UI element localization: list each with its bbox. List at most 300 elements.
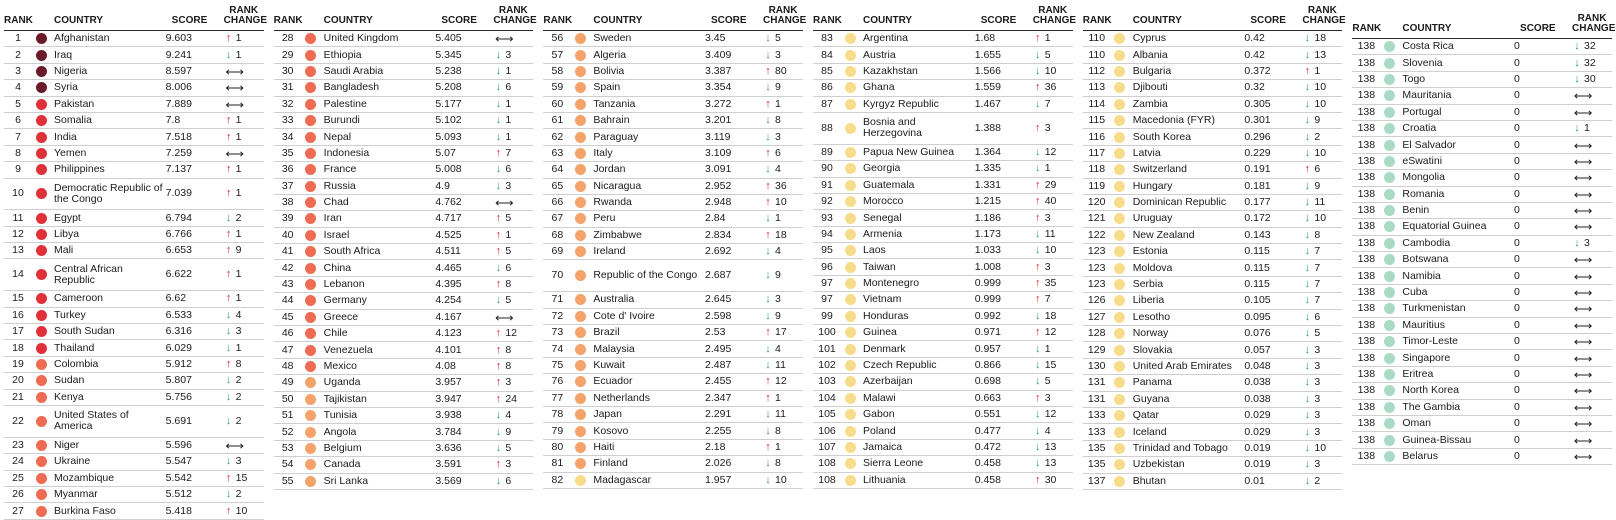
score-cell: 2.834 bbox=[705, 228, 732, 241]
rank-cell: 73 bbox=[551, 326, 564, 339]
level-dot-icon bbox=[36, 473, 47, 484]
table-row bbox=[813, 473, 1073, 489]
arrow-down-icon: ↓ bbox=[495, 64, 502, 77]
level-dot-icon bbox=[1114, 345, 1125, 356]
rank-change-cell bbox=[487, 410, 533, 421]
rank-cell: 5 bbox=[15, 97, 21, 110]
rank-change-value: 3 bbox=[1314, 360, 1321, 372]
rank-cell: 133 bbox=[1087, 409, 1106, 422]
rank-change-value: 36 bbox=[775, 179, 787, 192]
rank-change-value: 1 bbox=[235, 227, 242, 240]
level-dot-icon bbox=[1114, 50, 1125, 61]
table-header bbox=[1082, 5, 1346, 31]
score-cell: 5.418 bbox=[165, 504, 192, 517]
rank-cell: 68 bbox=[551, 228, 564, 241]
country-cell: Bhutan bbox=[1132, 475, 1166, 487]
table-row bbox=[1083, 146, 1343, 162]
table-row bbox=[1352, 137, 1612, 153]
arrow-down-icon: ↓ bbox=[495, 261, 502, 274]
country-cell: Ireland bbox=[593, 246, 626, 258]
rank-change-value: 8 bbox=[775, 424, 781, 437]
rank-cell: 10 bbox=[12, 187, 24, 200]
rank-change-cell bbox=[218, 188, 264, 199]
score-cell: 0 bbox=[1514, 449, 1520, 462]
score-cell: 0.115 bbox=[1244, 278, 1270, 291]
rank-change-cell bbox=[218, 213, 264, 224]
table-row bbox=[1083, 441, 1343, 457]
level-dot-icon bbox=[575, 164, 586, 175]
level-dot-icon bbox=[36, 148, 47, 159]
rank-cell: 37 bbox=[281, 179, 294, 192]
arrow-down-icon: ↓ bbox=[1304, 409, 1311, 422]
rank-change-value: 1 bbox=[235, 292, 242, 305]
score-cell: 3.957 bbox=[435, 376, 462, 389]
arrow-up-icon: ↑ bbox=[225, 292, 232, 305]
rank-cell: 85 bbox=[821, 64, 833, 77]
rank-cell: 40 bbox=[281, 228, 294, 241]
rank-cell: 58 bbox=[551, 64, 564, 77]
rank-cell: 103 bbox=[818, 375, 836, 388]
country-cell: New Zealand bbox=[1132, 229, 1195, 241]
rank-change-value: 13 bbox=[1044, 440, 1057, 453]
rank-change-cell bbox=[1027, 311, 1073, 322]
country-header: COUNTRY bbox=[54, 15, 104, 26]
rank-cell: 117 bbox=[1088, 146, 1106, 159]
level-dot-icon bbox=[1114, 148, 1125, 159]
arrow-up-icon: ↑ bbox=[765, 440, 771, 453]
table-row bbox=[1083, 293, 1343, 309]
level-dot-icon bbox=[36, 245, 47, 256]
level-dot-icon bbox=[305, 427, 316, 438]
arrow-up-icon: ↑ bbox=[1034, 260, 1041, 273]
rank-change-value: 3 bbox=[505, 458, 512, 471]
score-cell: 3.45 bbox=[705, 32, 726, 45]
table-row bbox=[813, 407, 1073, 423]
rank-cell: 49 bbox=[281, 376, 294, 389]
table-row bbox=[274, 260, 534, 276]
score-cell: 0.229 bbox=[1244, 146, 1271, 159]
rank-change-cell bbox=[1296, 99, 1342, 110]
level-dot-icon bbox=[36, 489, 47, 500]
rank-change-value: 12 bbox=[775, 375, 787, 388]
double-arrow-icon: ⟷ bbox=[1573, 88, 1593, 104]
rank-change-value: 6 bbox=[505, 163, 512, 176]
table-row bbox=[813, 210, 1073, 226]
rank-change-cell bbox=[757, 213, 803, 224]
country-cell: Jordan bbox=[593, 164, 626, 176]
score-cell: 3.272 bbox=[705, 97, 732, 110]
country-cell: Lithuania bbox=[863, 474, 906, 486]
table-row bbox=[1083, 474, 1343, 490]
level-dot-icon bbox=[1384, 107, 1395, 118]
level-dot-icon bbox=[575, 115, 586, 126]
rank-change-header: RANK CHANGE bbox=[763, 5, 807, 26]
table-row bbox=[813, 145, 1073, 161]
level-dot-icon bbox=[845, 99, 856, 110]
arrow-up-icon: ↑ bbox=[765, 97, 771, 110]
arrow-down-icon: ↓ bbox=[495, 81, 502, 94]
rank-change-cell bbox=[1027, 344, 1073, 355]
rank-change-cell bbox=[1296, 164, 1342, 175]
score-cell: 2.598 bbox=[705, 309, 732, 322]
table-row bbox=[4, 31, 264, 47]
level-dot-icon bbox=[36, 310, 47, 321]
level-dot-icon bbox=[305, 99, 316, 110]
level-dot-icon bbox=[1384, 320, 1395, 331]
country-cell: Saudi Arabia bbox=[323, 65, 384, 77]
rank-change-cell bbox=[757, 442, 803, 453]
country-cell: Sri Lanka bbox=[323, 475, 369, 487]
arrow-down-icon: ↓ bbox=[765, 424, 771, 437]
level-dot-icon bbox=[845, 278, 856, 289]
level-dot-icon bbox=[575, 50, 586, 61]
score-cell: 4.123 bbox=[435, 327, 462, 340]
arrow-up-icon: ↑ bbox=[765, 64, 771, 77]
rank-change-cell bbox=[1296, 312, 1342, 323]
table-row bbox=[274, 228, 534, 244]
rank-change-cell bbox=[218, 80, 264, 96]
rank-cell: 61 bbox=[551, 114, 564, 127]
rank-change-cell bbox=[1027, 245, 1073, 256]
rank-change-cell bbox=[487, 213, 533, 224]
country-cell: India bbox=[54, 131, 77, 143]
country-cell: Uganda bbox=[323, 377, 361, 389]
table-row bbox=[1083, 310, 1343, 326]
country-cell: Guinea-Bissau bbox=[1402, 434, 1472, 446]
arrow-up-icon: ↑ bbox=[1034, 81, 1041, 94]
country-cell: Nicaragua bbox=[593, 180, 642, 192]
table-row bbox=[274, 408, 534, 424]
table-row bbox=[543, 292, 803, 308]
rank-cell: 138 bbox=[1357, 384, 1376, 397]
score-cell: 0 bbox=[1514, 122, 1520, 135]
rank-cell: 69 bbox=[551, 245, 564, 258]
rank-change-value: 3 bbox=[1584, 236, 1590, 249]
rank-change-value: 32 bbox=[1584, 40, 1596, 53]
level-dot-icon bbox=[1384, 140, 1395, 151]
arrow-up-icon: ↑ bbox=[495, 245, 502, 258]
arrow-up-icon: ↑ bbox=[765, 179, 771, 192]
rank-change-value: 10 bbox=[1314, 146, 1327, 159]
rank-change-value: 30 bbox=[1044, 473, 1057, 486]
table-column-3 bbox=[543, 5, 807, 486]
rank-cell: 52 bbox=[281, 425, 294, 438]
rank-change-value: 11 bbox=[1044, 227, 1056, 240]
country-cell: China bbox=[323, 262, 352, 274]
arrow-down-icon: ↓ bbox=[1034, 145, 1041, 158]
arrow-up-icon: ↑ bbox=[765, 391, 771, 404]
country-cell: Uruguay bbox=[1132, 213, 1173, 225]
country-cell: Bolivia bbox=[593, 65, 625, 77]
rank-change-value: 4 bbox=[775, 163, 781, 176]
arrow-down-icon: ↓ bbox=[225, 414, 232, 427]
rank-change-cell bbox=[757, 197, 803, 208]
table-row bbox=[274, 474, 534, 490]
level-dot-icon bbox=[36, 440, 47, 451]
arrow-down-icon: ↓ bbox=[1304, 32, 1311, 45]
rank-cell: 83 bbox=[821, 32, 833, 45]
country-cell: Spain bbox=[593, 82, 621, 94]
arrow-up-icon: ↑ bbox=[225, 471, 232, 484]
rank-change-value: 3 bbox=[1044, 391, 1051, 404]
score-cell: 0.057 bbox=[1244, 343, 1271, 356]
level-dot-icon bbox=[845, 409, 856, 420]
rank-change-cell bbox=[487, 459, 533, 470]
country-cell: Kuwait bbox=[593, 360, 625, 372]
rank-cell: 138 bbox=[1357, 433, 1376, 446]
level-dot-icon bbox=[845, 360, 856, 371]
rank-cell: 138 bbox=[1357, 449, 1376, 462]
arrow-down-icon: ↓ bbox=[225, 308, 232, 321]
table-row bbox=[1352, 203, 1612, 219]
country-cell: Paraguay bbox=[593, 131, 639, 143]
rank-cell: 35 bbox=[281, 146, 294, 159]
arrow-down-icon: ↓ bbox=[1304, 97, 1311, 110]
country-cell: Lebanon bbox=[323, 279, 365, 291]
table-row bbox=[813, 341, 1073, 357]
rank-cell: 12 bbox=[12, 227, 24, 240]
score-cell: 0 bbox=[1514, 138, 1520, 151]
country-cell: Slovakia bbox=[1132, 344, 1173, 356]
level-dot-icon bbox=[845, 458, 856, 469]
rank-change-cell bbox=[487, 82, 533, 93]
arrow-down-icon: ↓ bbox=[225, 341, 232, 354]
rank-change-value: 3 bbox=[1314, 392, 1321, 405]
table-row bbox=[543, 80, 803, 96]
score-cell: 2.347 bbox=[705, 391, 732, 404]
double-arrow-icon: ⟷ bbox=[1573, 432, 1593, 448]
rank-cell: 130 bbox=[1087, 360, 1106, 372]
score-cell: 6.622 bbox=[165, 268, 192, 281]
level-dot-icon bbox=[305, 164, 316, 175]
arrow-up-icon: ↑ bbox=[495, 360, 502, 372]
country-cell: Poland bbox=[863, 425, 896, 437]
arrow-down-icon: ↓ bbox=[1034, 244, 1041, 257]
rank-change-cell bbox=[1296, 427, 1342, 438]
level-dot-icon bbox=[575, 99, 586, 110]
country-header: COUNTRY bbox=[593, 15, 643, 26]
rank-change-cell bbox=[218, 96, 264, 112]
rank-change-value: 4 bbox=[775, 245, 781, 258]
rank-cell: 112 bbox=[1088, 64, 1106, 77]
rank-change-cell bbox=[1566, 383, 1612, 399]
level-dot-icon bbox=[575, 66, 586, 77]
rank-cell: 119 bbox=[1088, 179, 1106, 192]
rank-change-value: 1 bbox=[505, 64, 512, 77]
arrow-down-icon: ↓ bbox=[495, 425, 502, 438]
table-row bbox=[4, 64, 264, 80]
country-cell: Vietnam bbox=[863, 294, 902, 306]
rank-change-value: 4 bbox=[775, 342, 781, 355]
rank-change-cell bbox=[487, 443, 533, 454]
double-arrow-icon: ⟷ bbox=[225, 438, 244, 453]
arrow-up-icon: ↑ bbox=[765, 375, 771, 388]
arrow-down-icon: ↓ bbox=[1034, 64, 1041, 77]
arrow-down-icon: ↓ bbox=[1034, 162, 1041, 175]
rank-change-value: 6 bbox=[1314, 310, 1321, 323]
rank-cell: 64 bbox=[551, 163, 564, 176]
arrow-down-icon: ↓ bbox=[1304, 310, 1311, 323]
rank-change-value: 4 bbox=[235, 308, 242, 321]
table-row bbox=[4, 97, 264, 113]
table-row bbox=[274, 441, 534, 457]
score-cell: 4.101 bbox=[435, 343, 462, 356]
rank-change-cell bbox=[1566, 317, 1612, 333]
rank-change-value: 10 bbox=[1044, 64, 1057, 77]
table-row bbox=[543, 244, 803, 260]
rank-change-value: 18 bbox=[1314, 32, 1327, 45]
rank-change-cell bbox=[1566, 369, 1612, 380]
rank-change-cell bbox=[487, 394, 533, 405]
rank-change-cell bbox=[757, 164, 803, 175]
rank-cell: 70 bbox=[551, 269, 564, 282]
score-cell: 2.645 bbox=[705, 293, 732, 306]
level-dot-icon bbox=[845, 147, 856, 158]
rank-cell: 54 bbox=[281, 458, 294, 471]
rank-change-value: 1 bbox=[1044, 162, 1051, 175]
rank-change-value: 32 bbox=[1584, 56, 1596, 69]
score-cell: 0.551 bbox=[974, 408, 1001, 421]
rank-cell: 55 bbox=[281, 474, 294, 487]
score-cell: 0.076 bbox=[1244, 327, 1271, 340]
rank-change-cell bbox=[1296, 476, 1342, 487]
score-cell: 0.698 bbox=[974, 375, 1001, 388]
level-dot-icon bbox=[845, 33, 856, 44]
score-cell: 0.305 bbox=[1244, 97, 1271, 110]
score-cell: 0.372 bbox=[1244, 64, 1271, 77]
level-dot-icon bbox=[1114, 427, 1125, 438]
rank-cell: 26 bbox=[12, 488, 24, 501]
table-row bbox=[1352, 55, 1612, 71]
table-row bbox=[543, 374, 803, 390]
rank-change-value: 1 bbox=[235, 268, 242, 281]
level-dot-icon bbox=[1114, 279, 1125, 290]
table-row bbox=[1352, 39, 1612, 55]
rank-change-cell bbox=[218, 359, 264, 370]
arrow-up-icon: ↑ bbox=[1034, 178, 1041, 191]
table-row bbox=[543, 391, 803, 407]
score-cell: 0.181 bbox=[1244, 179, 1271, 192]
double-arrow-icon: ⟷ bbox=[1573, 285, 1593, 301]
score-header: SCORE bbox=[980, 15, 1017, 26]
score-cell: 5.093 bbox=[435, 130, 462, 143]
level-dot-icon bbox=[1384, 74, 1395, 85]
rank-change-value: 9 bbox=[505, 425, 512, 438]
rank-change-cell bbox=[1027, 475, 1073, 486]
rank-cell: 31 bbox=[281, 81, 294, 94]
rank-change-cell bbox=[1296, 132, 1342, 143]
arrow-down-icon: ↓ bbox=[1304, 261, 1311, 274]
arrow-up-icon: ↑ bbox=[225, 358, 232, 371]
arrow-up-icon: ↑ bbox=[1304, 163, 1311, 176]
rank-cell: 78 bbox=[551, 408, 564, 421]
rank-cell: 123 bbox=[1087, 261, 1106, 274]
level-dot-icon bbox=[1384, 353, 1395, 364]
level-dot-icon bbox=[575, 409, 586, 420]
country-cell: Montenegro bbox=[863, 278, 920, 290]
score-cell: 0.143 bbox=[1244, 228, 1271, 241]
country-cell: Guatemala bbox=[863, 179, 915, 191]
rank-change-cell bbox=[218, 416, 264, 427]
country-cell: Mali bbox=[54, 245, 74, 257]
table-row bbox=[1083, 64, 1343, 80]
score-cell: 4.511 bbox=[435, 245, 461, 258]
score-cell: 3.591 bbox=[435, 458, 462, 471]
level-dot-icon bbox=[305, 328, 316, 339]
country-cell: Austria bbox=[863, 49, 896, 61]
table-row bbox=[4, 324, 264, 340]
score-cell: 5.807 bbox=[165, 374, 192, 387]
country-cell: Kosovo bbox=[593, 425, 629, 437]
rank-cell: 14 bbox=[12, 268, 24, 281]
country-cell: Sierra Leone bbox=[863, 458, 924, 470]
table-row bbox=[813, 227, 1073, 243]
level-dot-icon bbox=[36, 164, 47, 175]
level-dot-icon bbox=[575, 230, 586, 241]
score-cell: 0 bbox=[1514, 318, 1520, 331]
level-dot-icon bbox=[36, 213, 47, 224]
score-cell: 0.42 bbox=[1244, 48, 1265, 61]
table-row bbox=[1083, 129, 1343, 145]
arrow-down-icon: ↓ bbox=[225, 455, 232, 468]
level-dot-icon bbox=[305, 410, 316, 421]
table-row bbox=[1352, 105, 1612, 121]
rank-change-cell bbox=[1566, 399, 1612, 415]
arrow-up-icon: ↑ bbox=[765, 326, 771, 339]
arrow-down-icon: ↓ bbox=[1304, 81, 1311, 94]
level-dot-icon bbox=[1384, 385, 1395, 396]
rank-change-cell bbox=[757, 270, 803, 281]
table-row bbox=[1083, 392, 1343, 408]
arrow-down-icon: ↓ bbox=[765, 457, 771, 470]
country-cell: Nigeria bbox=[54, 65, 88, 77]
table-row bbox=[543, 325, 803, 341]
country-cell: Mozambique bbox=[54, 472, 115, 484]
arrow-up-icon: ↑ bbox=[495, 278, 502, 291]
score-cell: 5.102 bbox=[435, 114, 462, 127]
country-cell: Macedonia (FYR) bbox=[1132, 115, 1215, 127]
table-header bbox=[543, 5, 807, 31]
rank-change-cell bbox=[1296, 115, 1342, 126]
rank-cell: 138 bbox=[1357, 187, 1376, 200]
rank-change-cell bbox=[757, 246, 803, 257]
table-row bbox=[1352, 88, 1612, 104]
arrow-down-icon: ↓ bbox=[765, 342, 771, 355]
arrow-down-icon: ↓ bbox=[1304, 179, 1311, 192]
rank-change-cell bbox=[218, 145, 264, 161]
rank-cell: 87 bbox=[821, 97, 833, 110]
country-cell: Libya bbox=[54, 228, 80, 240]
rank-cell: 86 bbox=[821, 81, 833, 94]
rank-change-value: 12 bbox=[1044, 145, 1057, 158]
rank-change-value: 1 bbox=[775, 391, 781, 404]
rank-cell: 108 bbox=[818, 457, 836, 470]
rank-cell: 104 bbox=[818, 391, 836, 404]
rank-cell: 138 bbox=[1357, 89, 1376, 102]
table-row bbox=[4, 80, 264, 96]
rank-change-cell bbox=[1027, 327, 1073, 338]
table-row bbox=[813, 243, 1073, 259]
score-header: SCORE bbox=[711, 15, 747, 26]
rank-change-value: 1 bbox=[235, 341, 242, 354]
arrow-down-icon: ↓ bbox=[225, 211, 232, 224]
table-header bbox=[273, 5, 537, 31]
rank-change-cell bbox=[1296, 459, 1342, 470]
rank-change-cell bbox=[1027, 229, 1073, 240]
arrow-down-icon: ↓ bbox=[495, 130, 502, 143]
country-cell: Bangladesh bbox=[323, 82, 380, 94]
country-cell: Croatia bbox=[1402, 123, 1437, 135]
